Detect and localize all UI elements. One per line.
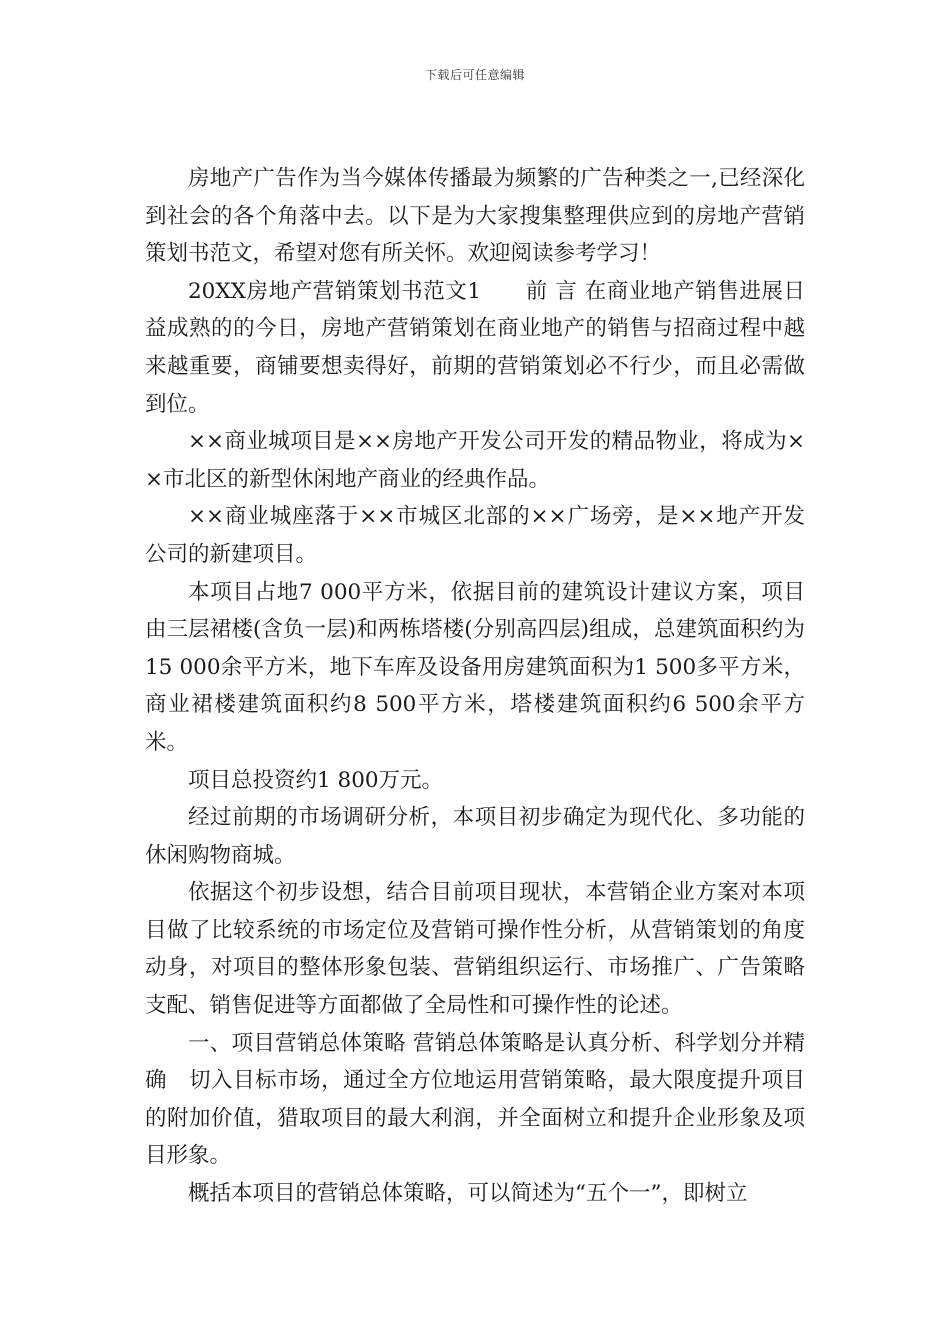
paragraph-area: 本项目占地7 000平方米，依据目前的建筑设计建议方案，项目由三层裙楼(含负一层)和两栋塔楼(分别高四层)组成，总建筑面积约为15 000余平方米，地下车库及设备用房建筑面积为1 500多平方米，商业裙楼建筑面积约8 500平方米，塔楼建筑面积约6 500余平方米。 [145, 579, 805, 755]
paragraph-project-intro: ××商业城项目是××房地产开发公司开发的精品物业，将成为××市北区的新型休闲地产商业的经典作品。 [145, 429, 805, 492]
paragraph-intro: 房地产广告作为当今媒体传播最为频繁的广告种类之一,已经深化到社会的各个角落中去。以下是为大家搜集整理供应到的房地产营销策划书范文，希望对您有所关怀。欢迎阅读参考学习！ [145, 166, 805, 267]
paragraph-preface: 20XX房地产营销策划书范文1 前 言 在商业地产销售进展日益成熟的的今日，房地产营销策划在商业地产的销售与招商过程中越来越重要，商铺要想卖得好，前期的营销策划必不行少，而且必需做到位。 [145, 278, 805, 417]
paragraph-analysis: 依据这个初步设想，结合目前项目现状，本营销企业方案对本项目做了比较系统的市场定位及营销可操作性分析，从营销策划的角度动身，对项目的整体形象包装、营销组织运行、市场推广、广告策略支配、销售促进等方面都做了全局性和可操作性的论述。 [145, 880, 805, 1019]
paragraph-positioning: 经过前期的市场调研分析，本项目初步确定为现代化、多功能的休闲购物商城。 [145, 805, 805, 868]
paragraph-investment: 项目总投资约1 800万元。 [188, 767, 444, 793]
paragraph-strategy: 一、项目营销总体策略 营销总体策略是认真分析、科学划分并精确 切入目标市场，通过全方位地运用营销策略，最大限度提升项目的附加价值，猎取项目的最大利润，并全面树立和提升企业形象及项目形象。 [145, 1030, 805, 1169]
paragraph-location: ××商业城座落于××市城区北部的××广场旁，是××地产开发公司的新建项目。 [145, 504, 805, 567]
paragraph-summary: 概括本项目的营销总体策略，可以简述为“五个一”，即树立 [188, 1181, 748, 1207]
page-header: 下载后可任意编辑 [424, 68, 525, 82]
document-body [145, 160, 805, 1213]
